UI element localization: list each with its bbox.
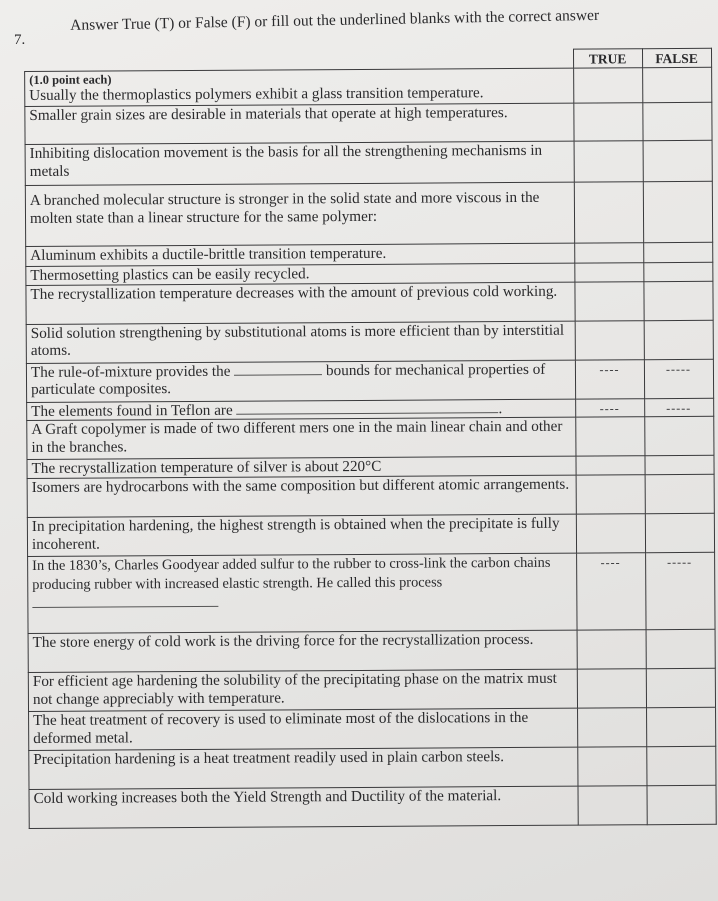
true-answer-cell: ---- <box>575 398 644 417</box>
question-cell <box>27 514 576 556</box>
false-answer-cell[interactable] <box>646 707 715 746</box>
question-cell <box>26 282 575 324</box>
false-answer-cell[interactable] <box>644 320 713 359</box>
table-row <box>28 552 715 633</box>
false-answer-cell[interactable] <box>646 785 715 824</box>
question-cell <box>29 747 578 789</box>
question-cell <box>25 141 574 185</box>
true-answer-cell[interactable] <box>574 243 643 263</box>
true-answer-cell[interactable] <box>574 263 643 282</box>
instructions: Answer True (T) or False (F) or fill out the underlined blanks with the correct answer <box>70 6 600 34</box>
false-answer-cell: ----- <box>644 398 713 417</box>
false-answer-cell[interactable] <box>643 242 712 262</box>
question-text: In the 1830’s, Charles Goodyear added sulfur to the rubber to cross-link the carbon chains producing rubber with increased elastic strength. He called this process <box>32 554 551 593</box>
fill-in-blank[interactable] <box>234 362 322 376</box>
true-answer-cell: ---- <box>575 359 644 398</box>
question-cell <box>25 68 574 106</box>
question-cell <box>26 360 575 402</box>
true-answer-cell: ---- <box>576 553 645 630</box>
table-row <box>29 746 716 789</box>
question-text: For efficient age hardening the solubility of the precipitating phase on the matrix must not change appreciably with temperature. <box>32 669 557 708</box>
question-text: The elements found in Teflon are <box>31 401 233 420</box>
true-answer-cell[interactable] <box>577 747 646 786</box>
question-text: The store energy of cold work is the driving force for the recrystallization process. <box>32 630 534 651</box>
table-row <box>25 102 712 144</box>
true-answer-cell[interactable] <box>576 475 645 514</box>
question-cell <box>25 103 574 144</box>
true-answer-cell[interactable] <box>574 281 643 320</box>
true-answer-cell[interactable] <box>577 669 646 708</box>
table-row <box>25 67 712 106</box>
question-text-continued: bounds for mechanical properties of particulate composites. <box>31 360 546 398</box>
false-answer-cell[interactable] <box>644 416 713 455</box>
table-row <box>28 629 715 672</box>
table-row <box>26 320 713 363</box>
question-cell <box>29 708 578 750</box>
question-text: Smaller grain sizes are desirable in materials that operate at high temperatures. <box>29 104 508 124</box>
false-answer-cell[interactable] <box>644 455 713 474</box>
true-answer-cell[interactable] <box>577 786 646 825</box>
false-answer-cell: ----- <box>645 552 714 629</box>
question-text: A Graft copolymer is made of two different mers one in the main linear chain and other in the branches. <box>31 417 563 456</box>
question-text: Aluminum exhibits a ductile-brittle transition temperature. <box>30 244 387 264</box>
false-column-header: FALSE <box>642 48 711 67</box>
true-answer-cell[interactable] <box>573 68 642 103</box>
question-text: In precipitation hardening, the highest strength is obtained when the precipitate is fully incoherent. <box>31 514 560 553</box>
question-text: The recrystallization temperature of silver is about 220°C <box>31 457 382 477</box>
table-row <box>27 416 714 459</box>
true-answer-cell[interactable] <box>573 103 642 141</box>
fill-in-blank[interactable] <box>236 400 498 415</box>
question-cell <box>28 553 577 633</box>
false-answer-cell[interactable] <box>643 262 712 281</box>
question-text: The recrystallization temperature decreases with the amount of previous cold working. <box>30 282 558 303</box>
question-text: Precipitation hardening is a heat treatment readily used in plain carbon steels. <box>33 748 505 768</box>
question-text: Usually the thermoplastics polymers exhibit a glass transition temperature. <box>29 84 484 104</box>
question-cell <box>29 786 578 828</box>
table-row <box>26 281 713 324</box>
true-answer-cell[interactable] <box>575 417 644 456</box>
false-answer-cell[interactable] <box>645 474 714 513</box>
false-answer-cell[interactable] <box>642 67 711 102</box>
false-answer-cell[interactable] <box>643 181 712 242</box>
points-label: (1.0 point each) <box>29 72 112 87</box>
false-answer-cell: ----- <box>644 359 713 398</box>
false-answer-cell[interactable] <box>643 140 712 181</box>
false-answer-cell[interactable] <box>646 668 715 707</box>
false-answer-cell[interactable] <box>646 746 715 785</box>
false-answer-cell[interactable] <box>642 102 711 140</box>
question-cell <box>25 182 574 246</box>
question-text: Isomers are hydrocarbons with the same composition but different atomic arrangements. <box>31 475 570 496</box>
question-text: Inhibiting dislocation movement is the basis for all the strengthening mechanisms in metals <box>29 141 543 180</box>
true-answer-cell[interactable] <box>574 141 643 182</box>
true-false-table <box>24 48 716 829</box>
false-answer-cell[interactable] <box>645 513 714 552</box>
question-cell <box>28 630 577 672</box>
table-row <box>27 513 714 556</box>
question-number: 7. <box>14 32 26 48</box>
question-cell <box>27 475 576 517</box>
table-row <box>27 474 714 517</box>
question-text-continued: . <box>498 399 503 417</box>
question-cell <box>28 669 577 711</box>
question-cell <box>27 417 576 459</box>
false-answer-cell[interactable] <box>643 281 712 320</box>
table-row <box>26 359 713 402</box>
true-answer-cell[interactable] <box>575 320 644 359</box>
question-cell <box>26 321 575 363</box>
true-column-header: TRUE <box>573 49 642 68</box>
true-answer-cell[interactable] <box>577 630 646 669</box>
question-text: Cold working increases both the Yield Strength and Ductility of the material. <box>33 787 502 807</box>
fill-in-blank[interactable] <box>32 594 218 608</box>
true-answer-cell[interactable] <box>577 708 646 747</box>
table-row <box>25 140 712 185</box>
true-answer-cell[interactable] <box>576 514 645 553</box>
table-row <box>25 181 712 246</box>
table-row <box>29 707 716 750</box>
question-text: The heat treatment of recovery is used to eliminate most of the dislocations in the deformed metal. <box>33 708 529 747</box>
question-text: Thermosetting plastics can be easily recycled. <box>30 265 310 284</box>
question-text: A branched molecular structure is stronger in the solid state and more viscous in the molten state than a linear structure for the same polymer: <box>29 188 540 227</box>
question-text: Solid solution strengthening by substitutional atoms is more efficient than by interstitial atoms. <box>30 321 565 359</box>
question-text: The rule-of-mixture provides the <box>30 362 231 381</box>
table-row <box>28 668 715 711</box>
true-answer-cell[interactable] <box>574 182 643 243</box>
false-answer-cell[interactable] <box>646 629 715 668</box>
true-answer-cell[interactable] <box>575 456 644 475</box>
table-row <box>29 785 716 828</box>
